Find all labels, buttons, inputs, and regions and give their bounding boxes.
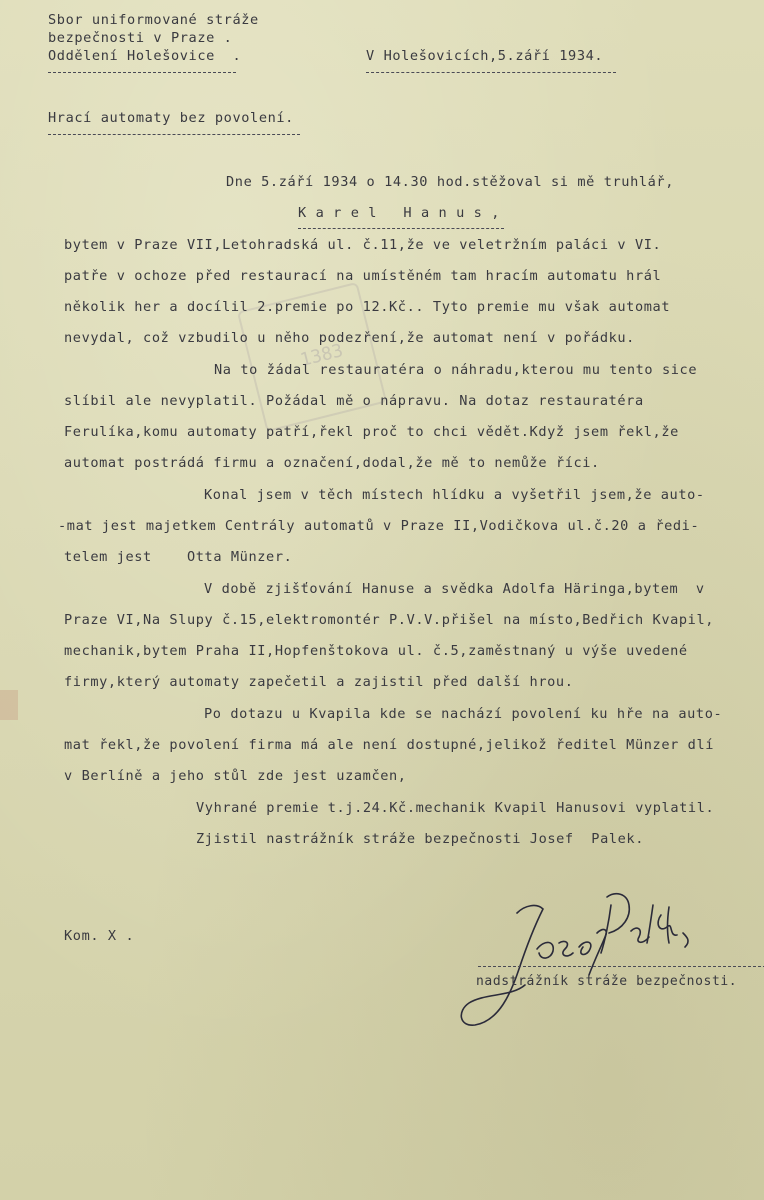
org-line-2: bezpečnosti v Praze . <box>48 30 233 46</box>
body-line: -mat jest majetkem Centrály automatů v Praze II,Vodičkova ul.č.20 a ředi- <box>58 518 700 534</box>
body-line: Vyhrané premie t.j.24.Kč.mechanik Kvapil Hanusovi vyplatil. <box>196 800 715 816</box>
body-line: mechanik,bytem Praha II,Hopfenštokova ul. č.5,zaměstnaný u výše uvedené <box>64 643 688 659</box>
subject-underline <box>48 134 300 135</box>
body-line: firmy,který automaty zapečetil a zajistil před další hrou. <box>64 674 574 690</box>
body-line: bytem v Praze VII,Letohradská ul. č.11,že ve veletržním paláci v VI. <box>64 237 662 253</box>
body-line: mat řekl,že povolení firma má ale není dostupné,jelikož ředitel Münzer dlí <box>64 737 715 753</box>
body-line: patře v ochoze před restaurací na umístěném tam hracím automatu hrál <box>64 268 662 284</box>
org-line-1: Sbor uniformované stráže <box>48 12 259 28</box>
signature-text <box>438 912 452 928</box>
signer-underline <box>478 966 764 967</box>
body-line: Praze VI,Na Slupy č.15,elektromontér P.V.V.přišel na místo,Bedřich Kvapil, <box>64 612 715 628</box>
org-line-3: Oddělení Holešovice . <box>48 48 242 64</box>
body-line: Ferulíka,komu automaty patří,řekl proč to chci vědět.Když jsem řekl,že <box>64 424 679 440</box>
signer-title: nadstrážník stráže bezpečnosti. <box>476 974 738 989</box>
body-line: Na to žádal restauratéra o náhradu,kterou mu tento sice <box>214 362 698 378</box>
body-line: v Berlíně a jeho stůl zde jest uzamčen, <box>64 768 407 784</box>
body-line: nevydal, což vzbudilo u něho podezření,že automat není v pořádku. <box>64 330 635 346</box>
body-line: Konal jsem v těch místech hlídku a vyšetřil jsem,že auto- <box>204 487 705 503</box>
header-underline-right <box>366 72 616 73</box>
stamp-number: 1383 <box>298 340 346 371</box>
kom-reference: Kom. X . <box>64 928 135 944</box>
handwritten-signature <box>455 885 715 1035</box>
body-line: telem jest Otta Münzer. <box>64 549 293 565</box>
body-line: Zjistil nastrážník stráže bezpečnosti Josef Palek. <box>196 831 644 847</box>
place-date: V Holešovicích,5.září 1934. <box>366 48 604 64</box>
body-line: automat postrádá firmu a označení,dodal,že mě to nemůže říci. <box>64 455 600 471</box>
name-underline <box>298 228 504 229</box>
body-line: V době zjišťování Hanuse a svědka Adolfa Häringa,bytem v <box>204 581 705 597</box>
header-underline-left <box>48 72 236 73</box>
body-line: několik her a docílil 2.premie po 12.Kč.. Tyto premie mu však automat <box>64 299 671 315</box>
subject-title: Hrací automaty bez povolení. <box>48 110 294 126</box>
margin-mark <box>0 690 18 720</box>
body-line: Po dotazu u Kvapila kde se nachází povolení ku hře na auto- <box>204 706 723 722</box>
body-line: Dne 5.září 1934 o 14.30 hod.stěžoval si mě truhlář, <box>226 174 674 190</box>
body-line: slíbil ale nevyplatil. Požádal mě o nápravu. Na dotaz restauratéra <box>64 393 644 409</box>
complainant-name: K a r e l H a n u s , <box>298 205 501 221</box>
